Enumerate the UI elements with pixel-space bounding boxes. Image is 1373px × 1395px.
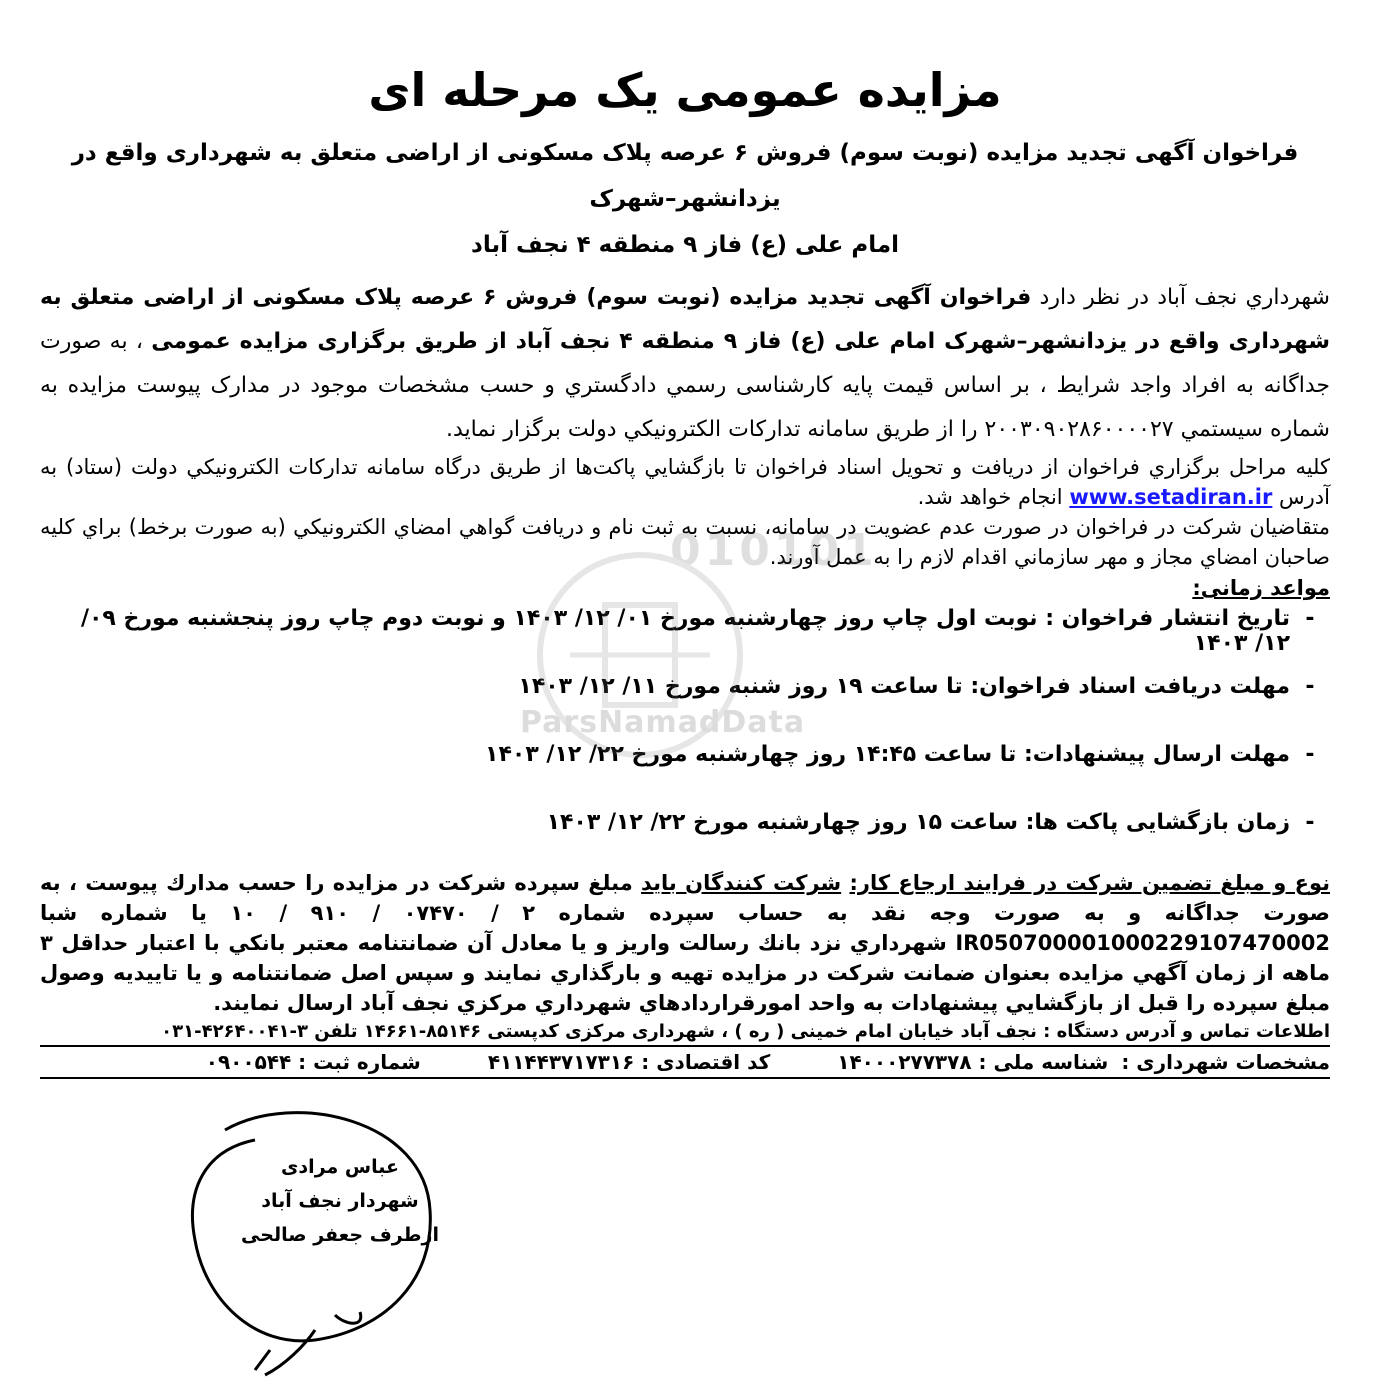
schedule-heading: مواعد زمانی: xyxy=(1192,576,1330,600)
schedule-text: زمان بازگشایی پاکت ها: ساعت ۱۵ روز چهارشنبه مورخ ۲۲/ ۱۲/ ۱۴۰۳ xyxy=(546,810,1290,835)
announcement-body xyxy=(40,276,1330,572)
guarantee-heading: نوع و مبلغ تضمین شرکت در فرایند ارجاع کار: xyxy=(849,871,1331,895)
schedule-item xyxy=(40,742,1330,810)
schedule-item xyxy=(40,810,1330,858)
signatory-position: شهردار نجف آباد xyxy=(261,1190,419,1212)
applicants-paragraph: متقاضيان شركت در فراخوان در صورت عدم عضويت در سامانه، نسبت به ثبت نام و دريافت گواهي امضاي الكترونيكي (به صورت برخط) براي كليه صاحبان امضاي مجاز و مهر سازماني اقدام لازم را به عمل آورند. xyxy=(40,515,1330,569)
schedule-text: مهلت دریافت اسناد فراخوان: تا ساعت ۱۹ روز شنبه مورخ ۱۱/ ۱۲/ ۱۴۰۳ xyxy=(518,674,1290,699)
portal-paragraph xyxy=(40,452,1330,512)
watermark-text: ParsNamadData xyxy=(520,705,806,740)
intro-bold: فراخوان آگهی تجدید مزایده (نوبت سوم) فروش ۶ عرصه پلاک مسکونی از اراضی متعلق به شهرداری واقع در یزدانشهر–شهرک امام علی (ع) فاز ۹ منطقه ۴ نجف آباد از طریق برگزاری مزایده عمومی xyxy=(40,285,1331,354)
bullet: - xyxy=(1305,606,1315,631)
municipality-label: مشخصات شهرداری : xyxy=(1121,1050,1330,1074)
subtitle-line-2: امام علی (ع) فاز ۹ منطقه ۴ نجف آباد xyxy=(471,232,899,258)
schedule-list xyxy=(40,606,1330,858)
signatory-name: عباس مرادی xyxy=(281,1156,399,1178)
bullet: - xyxy=(1305,810,1315,835)
contact-info: اطلاعات تماس و آدرس دستگاه : نجف آباد خیابان امام خمینی ( ره ) ، شهرداری مرکزی کدپستی ۸۵۱۴۶-۱۴۶۶۱ تلفن ۳-۴۲۶۴۰۰۴۱-۰۳۱ xyxy=(40,1020,1330,1047)
signature-block xyxy=(215,1150,465,1252)
intro-lead: شهرداري نجف آباد در نظر دارد xyxy=(1039,285,1330,310)
bullet: - xyxy=(1305,674,1315,699)
subtitle xyxy=(40,130,1330,268)
schedule-text: تاریخ انتشار فراخوان : نوبت اول چاپ روز چهارشنبه مورخ ۰۱/ ۱۲/ ۱۴۰۳ و نوبت دوم چاپ روز پنجشنبه مورخ ۰۹/ ۱۲/ ۱۴۰۳ xyxy=(80,606,1290,656)
economic-code: کد اقتصادی : ۴۱۱۴۴۳۷۱۷۳۱۶ xyxy=(487,1050,771,1074)
guarantee-section xyxy=(40,868,1330,1018)
intro-paragraph xyxy=(40,276,1330,452)
page-title: مزایده عمومی یک مرحله ای xyxy=(368,63,1002,117)
schedule-text: مهلت ارسال پیشنهادات: تا ساعت ۱۴:۴۵ روز چهارشنبه مورخ ۲۲/ ۱۲/ ۱۴۰۳ xyxy=(485,742,1290,767)
registration-number: شماره ثبت : ۰۹۰۰۵۴۴ xyxy=(205,1050,421,1074)
guarantee-underlined: شرکت کنندگان باید xyxy=(641,871,842,895)
national-id: شناسه ملی : ۱۴۰۰۰۲۷۷۳۷۸ xyxy=(837,1050,1109,1074)
portal-text: كليه مراحل برگزاري فراخوان از دریافت و تحویل اسناد فراخوان تا بازگشايي پاكت‌ها از طريق درگاه سامانه تداركات الكترونيكي دولت (ستاد) به آدرس xyxy=(40,455,1330,509)
signatory-behalf: ازطرف جعفر صالحی xyxy=(241,1224,439,1246)
municipality-info xyxy=(40,1047,1330,1079)
bullet: - xyxy=(1305,742,1315,767)
guarantee-text: مبلغ سپرده شرکت در مزایده را حسب مدارك پیوست ، به صورت جداگانه و به صورت وجه نقد به حساب سپرده شماره ۲ / ۰۷۴۷۰ / ۹۱۰ / ۱۰ یا شماره شبا IR050700001000229107470002 شهرداري نزد بانك رسالت واريز و یا معادل آن ضمانتنامه معتبر بانكي با اعتبار حداقل ۳ ماهه از زمان آگهي مزایده بعنوان ضمانت شرکت در مزایده تهیه و بارگذاري نمایند و سپس اصل ضمانتنامه و یا تاییدیه وصول مبلغ سپرده را قبل از بازگشایي پيشنهادات به واحد امورقراردادهاي شهرداري مرکزي نجف آباد ارسال نمایند. xyxy=(40,871,1330,1015)
schedule-item xyxy=(40,606,1330,674)
subtitle-line-1: فراخوان آگهی تجدید مزایده (نوبت سوم) فروش ۶ عرصه پلاک مسکونی از اراضی متعلق به شهرداری واقع در یزدانشهر–شهرک xyxy=(71,140,1299,212)
intro-rest: ، به صورت جداگانه به افراد واجد شرایط ، بر اساس قیمت پایه کارشناسی رسمي دادگستري و حسب مشخصات موجود در مدارک پیوست مزایده به شماره سیستمي ۲۰۰۳۰۹۰۲۸۶۰۰۰۰۲۷ را از طریق سامانه تداركات الكترونيكي دولت برگزار نماید. xyxy=(40,329,1330,442)
setad-link[interactable]: www.setadiran.ir xyxy=(1069,485,1273,509)
watermark-digits: 010101 xyxy=(670,525,878,576)
portal-after: انجام خواهد شد. xyxy=(917,485,1063,509)
schedule-item xyxy=(40,674,1330,742)
